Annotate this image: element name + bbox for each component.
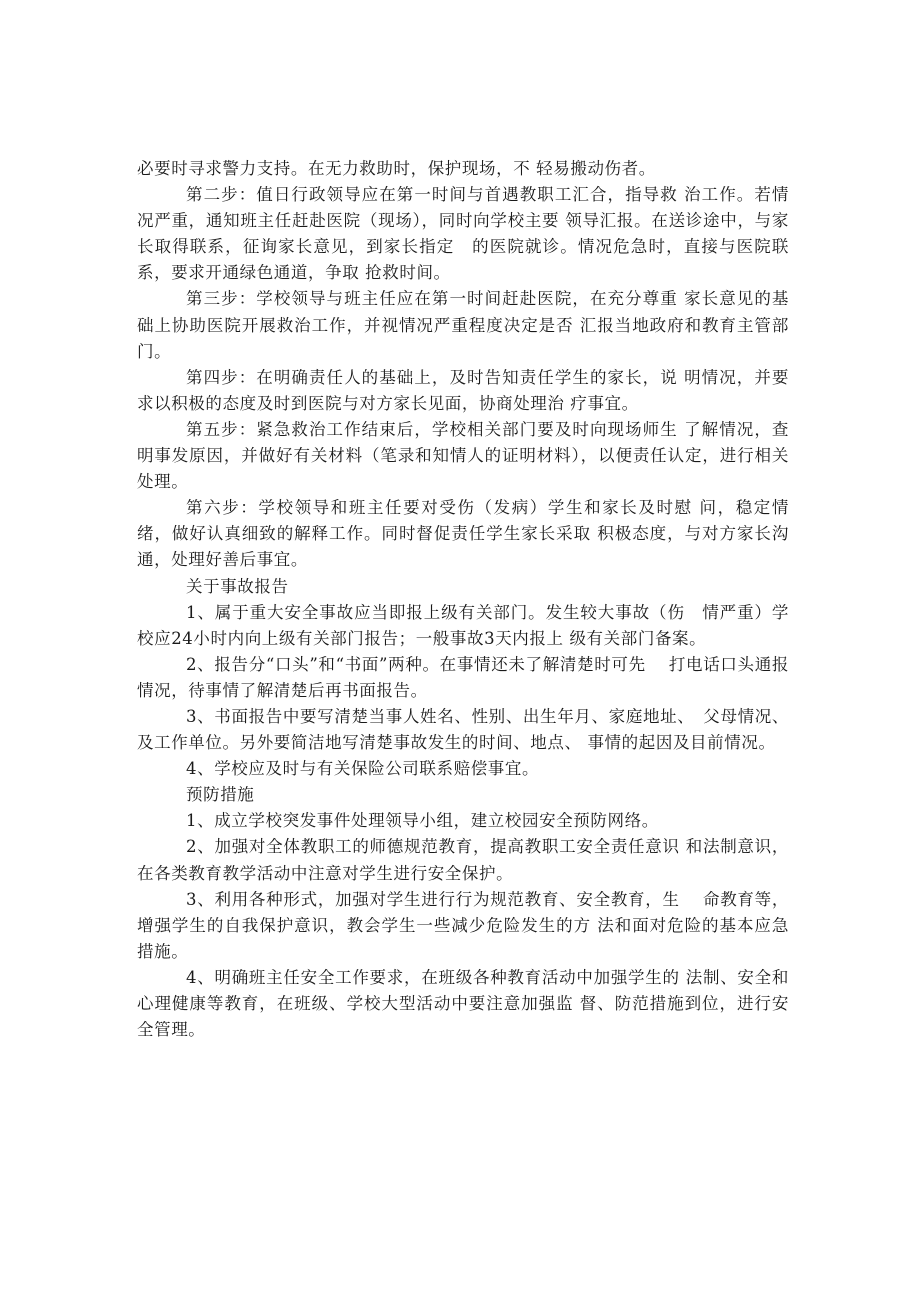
paragraph-step-three: 第三步：学校领导与班主任应在第一时间赶赴医院，在充分尊重 家长意见的基础上协助医院开展救治工作，并视情况严重程度决定是否 汇报当地政府和教育主管部门。 — [137, 289, 789, 361]
paragraph-step-four: 第四步：在明确责任人的基础上，及时告知责任学生的家长，说 明情况，并要求以积极的态度及时到医院与对方家长见面，协商处理治 疗事宜。 — [137, 367, 789, 413]
paragraph-prevention-3: 3、利用各种形式，加强对学生进行行为规范教育、安全教育，生 命教育等，增强学生的自我保护意识，教会学生一些减少危险发生的方 法和面对危险的基本应急措施。 — [137, 889, 789, 961]
paragraph-report-2: 2、报告分“口头”和“书面”两种。在事情还未了解清楚时可先 打电话口头通报情况，待事情了解清楚后再书面报告。 — [137, 654, 789, 700]
document-body — [137, 156, 789, 1043]
paragraph-prevention-1: 1、成立学校突发事件处理领导小组，建立校园安全预防网络。 — [186, 811, 659, 831]
paragraph-report-4: 4、学校应及时与有关保险公司联系赔偿事宜。 — [186, 759, 540, 779]
paragraph-prevention-4: 4、明确班主任安全工作要求，在班级各种教育活动中加强学生的 法制、安全和心理健康等教育，在班级、学校大型活动中要注意加强监 督、防范措施到位，进行安全管理。 — [137, 967, 789, 1040]
paragraph-report-1: 1、属于重大安全事故应当即报上级有关部门。发生较大事故（伤 情严重）学校应24小时内向上级有关部门报告；一般事故3天内报上 级有关部门备案。 — [137, 602, 789, 648]
paragraph-step-five: 第五步：紧急救治工作结束后，学校相关部门要及时向现场师生 了解情况，查明事发原因，并做好有关材料（笔录和知情人的证明材料），以便责任认定，进行相关处理。 — [137, 419, 789, 492]
paragraph: 必要时寻求警力支持。在无力救助时，保护现场，不 轻易搬动伤者。 — [137, 159, 656, 178]
paragraph-step-two: 第二步：值日行政领导应在第一时间与首遇教职工汇合，指导救 治工作。若情况严重，通知班主任赶赴医院（现场），同时向学校主要 领导汇报。在送诊途中，与家长取得联系，征询家长意见，到家长指定 的医院就诊。情况危急时，直接与医院联系，要求开通绿色通道，争取 抢救时间。 — [137, 185, 789, 283]
section-heading-accident-report: 关于事故报告 — [186, 576, 289, 596]
paragraph-prevention-2: 2、加强对全体教职工的师德规范教育，提高教职工安全责任意识 和法制意识，在各类教育教学活动中注意对学生进行安全保护。 — [137, 837, 789, 883]
paragraph-report-3: 3、书面报告中要写清楚当事人姓名、性别、出生年月、家庭地址、 父母情况、及工作单位。另外要简洁地写清楚事故发生的时间、地点、 事情的起因及目前情况。 — [137, 706, 789, 753]
paragraph-step-six: 第六步：学校领导和班主任要对受伤（发病）学生和家长及时慰 问，稳定情绪，做好认真细致的解释工作。同时督促责任学生家长采取 积极态度，与对方家长沟通，处理好善后事宜。 — [137, 498, 789, 570]
section-heading-prevention: 预防措施 — [186, 785, 255, 805]
